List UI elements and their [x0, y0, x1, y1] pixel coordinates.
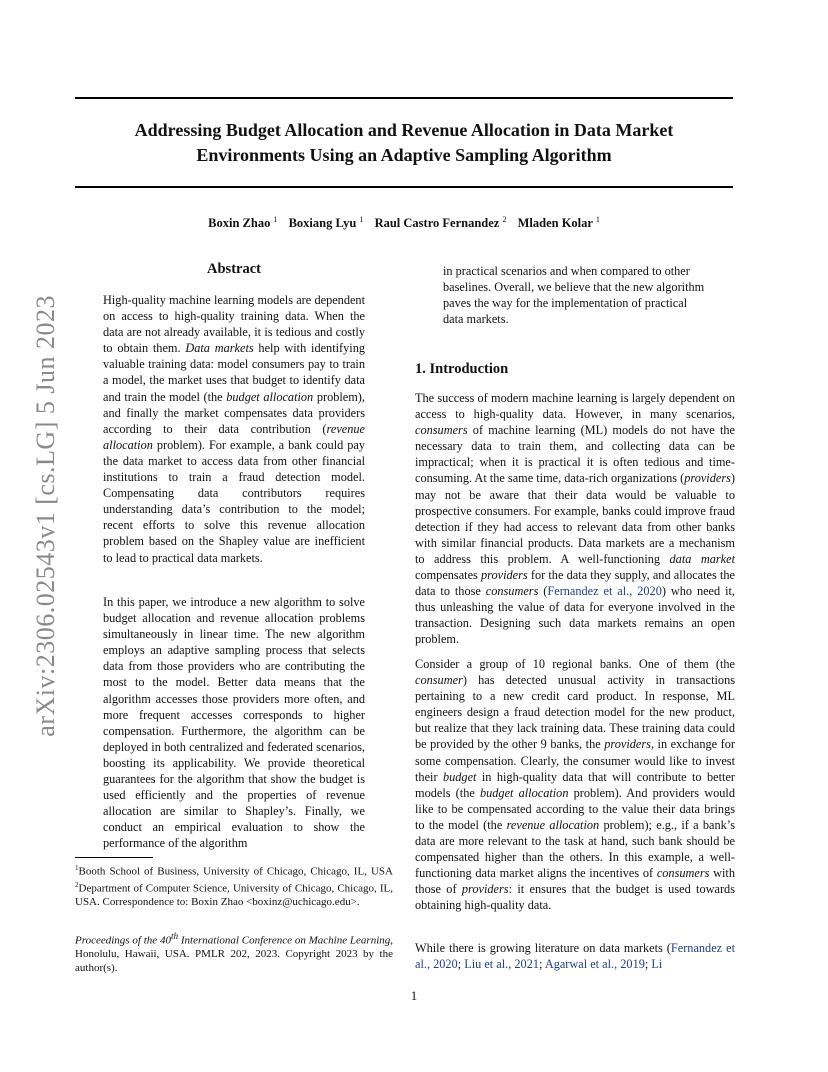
- text-run: budget allocation: [479, 785, 569, 800]
- proceedings-note: [75, 930, 393, 975]
- text-run: budget: [442, 769, 477, 784]
- text-run: of machine learning (ML) models do not have the necessary data to train them, and collecting data can be impractical; when it is practical it is often tedious and time-consuming. At the same time, data-rich organizations (: [415, 423, 735, 486]
- intro-paragraph-2: [415, 656, 735, 914]
- text-run: ) has detected unusual activity in transactions pertaining to a new credit card product. In response, ML engineers design a fraud detection model for the new product, but realize that they lack training data. These training data could be provided by the other 9 banks, the: [415, 673, 735, 752]
- text-run: with those of: [415, 866, 735, 897]
- text-run: revenue allocation: [103, 421, 365, 452]
- text-run: providers: [481, 568, 528, 583]
- arxiv-identifier: arXiv:2306.02543v1 [cs.LG] 5 Jun 2023: [31, 295, 60, 737]
- title-line-1: Addressing Budget Allocation and Revenue Allocation in Data Market: [134, 120, 674, 140]
- top-rule: [75, 97, 733, 99]
- arxiv-sidebar-stamp: [16, 295, 60, 775]
- text-run: for the data they supply, and allocates the data to those: [415, 568, 735, 599]
- author: Mladen Kolar $^1$: [517, 215, 600, 231]
- introduction-heading: 1. Introduction: [415, 361, 509, 377]
- text-run: providers: [604, 737, 651, 752]
- text-run: help with identifying valuable training data: model consumers pay to train a model, the market uses that budget to identify data and train the model (the: [103, 341, 365, 404]
- text-run: providers: [684, 471, 731, 486]
- text-run: compensates: [415, 568, 482, 583]
- text-run: consumers: [485, 584, 539, 599]
- text-run: , Honolulu, Hawaii, USA. PMLR 202, 2023. Copyright 2023 by the author(s).: [75, 934, 393, 974]
- text-run: , in exchange for some compensation. Clearly, the consumer would like to invest their: [415, 737, 735, 784]
- abstract-paragraph-2: [103, 594, 365, 852]
- paragraph-text: [443, 263, 705, 327]
- title-bottom-rule: [75, 186, 733, 188]
- author-list: [75, 215, 733, 231]
- text-run: problem). For example, a bank could pay the data market to access data from other financial institutions to train a fraud detection model. Compensating data contributors requires understanding data’s contribution to the model; recent efforts to solve this revenue allocation problem based on the Shapley value are inefficient to lead to practical data markets.: [103, 437, 365, 565]
- paragraph-text: [103, 292, 365, 566]
- author: Boxiang Lyu $^1$: [288, 215, 364, 231]
- page-number: 1: [410, 989, 418, 1003]
- paragraph-text: [415, 940, 735, 972]
- text-run: 40: [159, 934, 171, 947]
- text-run: (: [538, 584, 548, 599]
- text-run: consumer: [415, 673, 463, 688]
- text-run: Proceedings of the: [75, 934, 160, 947]
- text-run: data market: [669, 551, 735, 566]
- abstract-paragraph-1: [103, 292, 365, 566]
- paragraph-text: [103, 594, 365, 852]
- citation-link[interactable]: Fernandez et al., 2020: [415, 941, 735, 972]
- abstract-heading: Abstract: [207, 261, 261, 277]
- text-run: 2: [75, 881, 79, 890]
- text-run: problem); e.g., if a bank’s data are more relevant to the task at hand, such bank should be compensated higher than the others. In this example, a well-functioning data market aligns the incentives of: [415, 817, 735, 881]
- text-run: ) who need it, thus unleashing the value of data for everyone involved in the transaction. Designing such data markets remains an open problem.: [415, 584, 735, 647]
- intro-paragraph-1: [415, 390, 735, 648]
- text-run: In this paper, we introduce a new algorithm to solve budget allocation and revenue allocation problems simultaneously in linear time. The new algorithm employs an adaptive sampling process that selects data from those providers who are contributing the most to the model. Better data means that the algorithm accesses those providers more often, and more frequent accesses corresponds to higher compensation. Furthermore, the algorithm can be deployed in both centralized and federated scenarios, boosting its applicability. We provide theoretical guarantees for the algorithm that show the budget is used efficiently and the properties of revenue allocation are similar to Shapley’s. Finally, we conduct an empirical evaluation to show the performance of the algorithm: [103, 595, 365, 851]
- text-run: International Conference on Machine Learning: [178, 934, 391, 947]
- author: Raul Castro Fernandez $^2$: [374, 215, 507, 231]
- text-run: providers: [461, 882, 509, 897]
- text-run: High-quality machine learning models are dependent on access to high-quality training data. When the data are not already available, it is tedious and costly to obtain them.: [103, 293, 365, 356]
- citation-link[interactable]: Agarwal et al., 2019: [544, 957, 645, 972]
- text-run: Department of Computer Science, University of Chicago, Chicago, IL, USA. Correspondence to: Boxin Zhao <boxinz@uchicago.edu>.: [75, 882, 393, 909]
- text-run: : it ensures that the budget is used towards obtaining high-quality data.: [415, 882, 735, 913]
- text-run: Data markets: [185, 341, 254, 356]
- abstract-paragraph-3: [443, 263, 705, 327]
- text-run: consumers: [415, 423, 468, 438]
- text-run: Booth School of Business, University of Chicago, Chicago, IL, USA: [78, 865, 393, 878]
- text-run: The success of modern machine learning is largely dependent on access to high-quality data. However, in many scenarios,: [415, 391, 735, 422]
- paper-title: [75, 118, 733, 168]
- text-run: budget allocation: [226, 389, 314, 404]
- citation-link[interactable]: Liu et al., 2021: [464, 957, 539, 972]
- text-run: problem), and finally the market compensates data providers according to their data contribution (: [103, 389, 365, 436]
- text-run: ;: [644, 957, 652, 972]
- text-run: in high-quality data that will contribute to better models (the: [415, 769, 736, 800]
- affiliation-footnote: [75, 862, 393, 910]
- text-run: in practical scenarios and when compared to other baselines. Overall, we believe that the new algorithm paves the way for the implementation of practical data markets.: [443, 264, 705, 327]
- text-run: ;: [457, 957, 465, 972]
- intro-paragraph-3: [415, 940, 735, 972]
- text-run: problem). And providers would like to be compensated according to the value their data brings to the model (the: [415, 785, 735, 832]
- text-run: ) may not be aware that their data would be valuable to prospective consumers. For example, banks could improve fraud detection if they had access to relevant data from other banks with similar financial products. Data markets are a mechanism to address this problem. A well-functioning: [415, 471, 736, 566]
- paragraph-text: [415, 390, 735, 648]
- text-run: revenue allocation: [506, 817, 600, 832]
- text-run: th: [170, 931, 179, 941]
- text-run: Consider a group of 10 regional banks. One of them (the: [415, 657, 735, 671]
- text-run: consumers: [656, 866, 710, 881]
- text-run: While there is growing literature on data markets (: [415, 941, 671, 955]
- text-run: 1: [75, 864, 79, 872]
- title-line-2: Environments Using an Adaptive Sampling Algorithm: [196, 145, 612, 165]
- text-run: ;: [539, 957, 545, 972]
- author: Boxin Zhao $^1$: [208, 215, 278, 231]
- citation-link[interactable]: Fernandez et al., 2020: [547, 584, 662, 599]
- paragraph-text: [415, 656, 735, 914]
- citation-link[interactable]: Li: [651, 957, 663, 972]
- footnote-rule: [75, 857, 153, 858]
